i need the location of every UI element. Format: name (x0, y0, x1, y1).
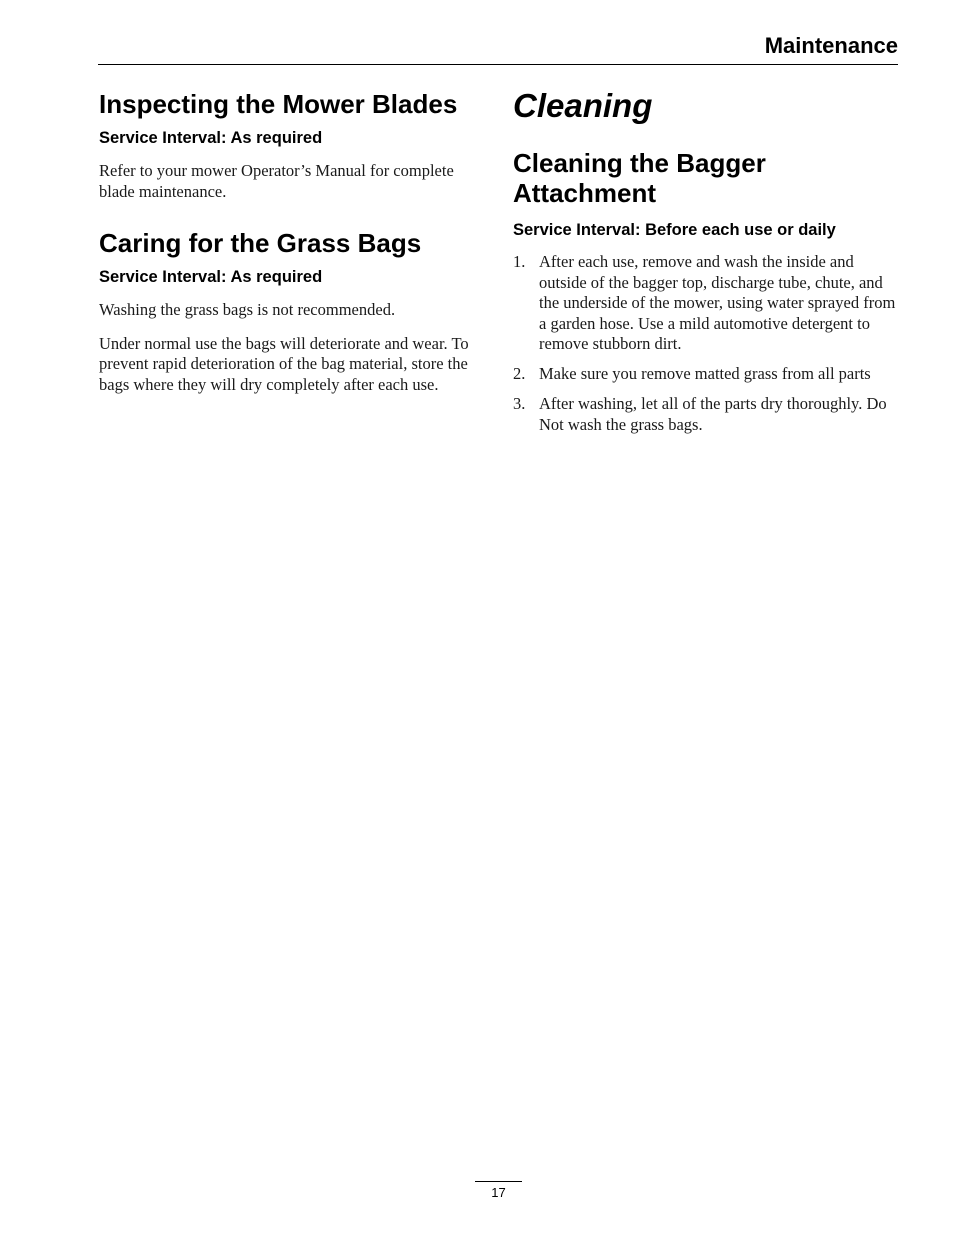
service-interval-mower-blades: Service Interval: As required (99, 129, 323, 147)
list-item (513, 252, 905, 355)
cleaning-steps-list (513, 252, 905, 435)
mower-blades-body: Refer to your mower Operator’s Manual for complete blade maintenance. (99, 161, 454, 201)
page-number: 17 (491, 1185, 506, 1200)
section-title-mower-blades: Inspecting the Mower Blades (99, 89, 458, 119)
section-title-bagger: Cleaning the Bagger Attachment (513, 148, 766, 208)
header-rule (98, 64, 898, 65)
grass-bags-para-2: Under normal use the bags will deteriorate and wear. To prevent rapid deterioration of the bag material, store the bags where they will dry completely after each use. (99, 333, 469, 394)
service-interval-bagger: Service Interval: Before each use or daily (513, 221, 836, 239)
service-interval-grass-bags: Service Interval: As required (99, 268, 323, 286)
running-header-title: Maintenance (764, 33, 898, 58)
step-text: Make sure you remove matted grass from all parts (539, 364, 871, 383)
list-item (513, 364, 905, 385)
section-title-grass-bags: Caring for the Grass Bags (99, 228, 422, 258)
right-column (513, 86, 905, 445)
step-number: 3. (513, 394, 526, 413)
grass-bags-para-1: Washing the grass bags is not recommended. (99, 300, 396, 319)
chapter-title: Cleaning (513, 87, 653, 124)
step-text: After each use, remove and wash the inside and outside of the bagger top, discharge tube, chute, and the underside of the mower, using water sprayed from a garden hose. Use a mild automotive detergent to remove stubborn dirt. (539, 252, 896, 353)
step-number: 1. (513, 252, 526, 271)
list-item (513, 394, 905, 435)
step-text: After washing, let all of the parts dry thoroughly. Do Not wash the grass bags. (539, 394, 887, 434)
left-column (99, 86, 491, 395)
step-number: 2. (513, 364, 526, 383)
footer-rule (475, 1181, 522, 1182)
